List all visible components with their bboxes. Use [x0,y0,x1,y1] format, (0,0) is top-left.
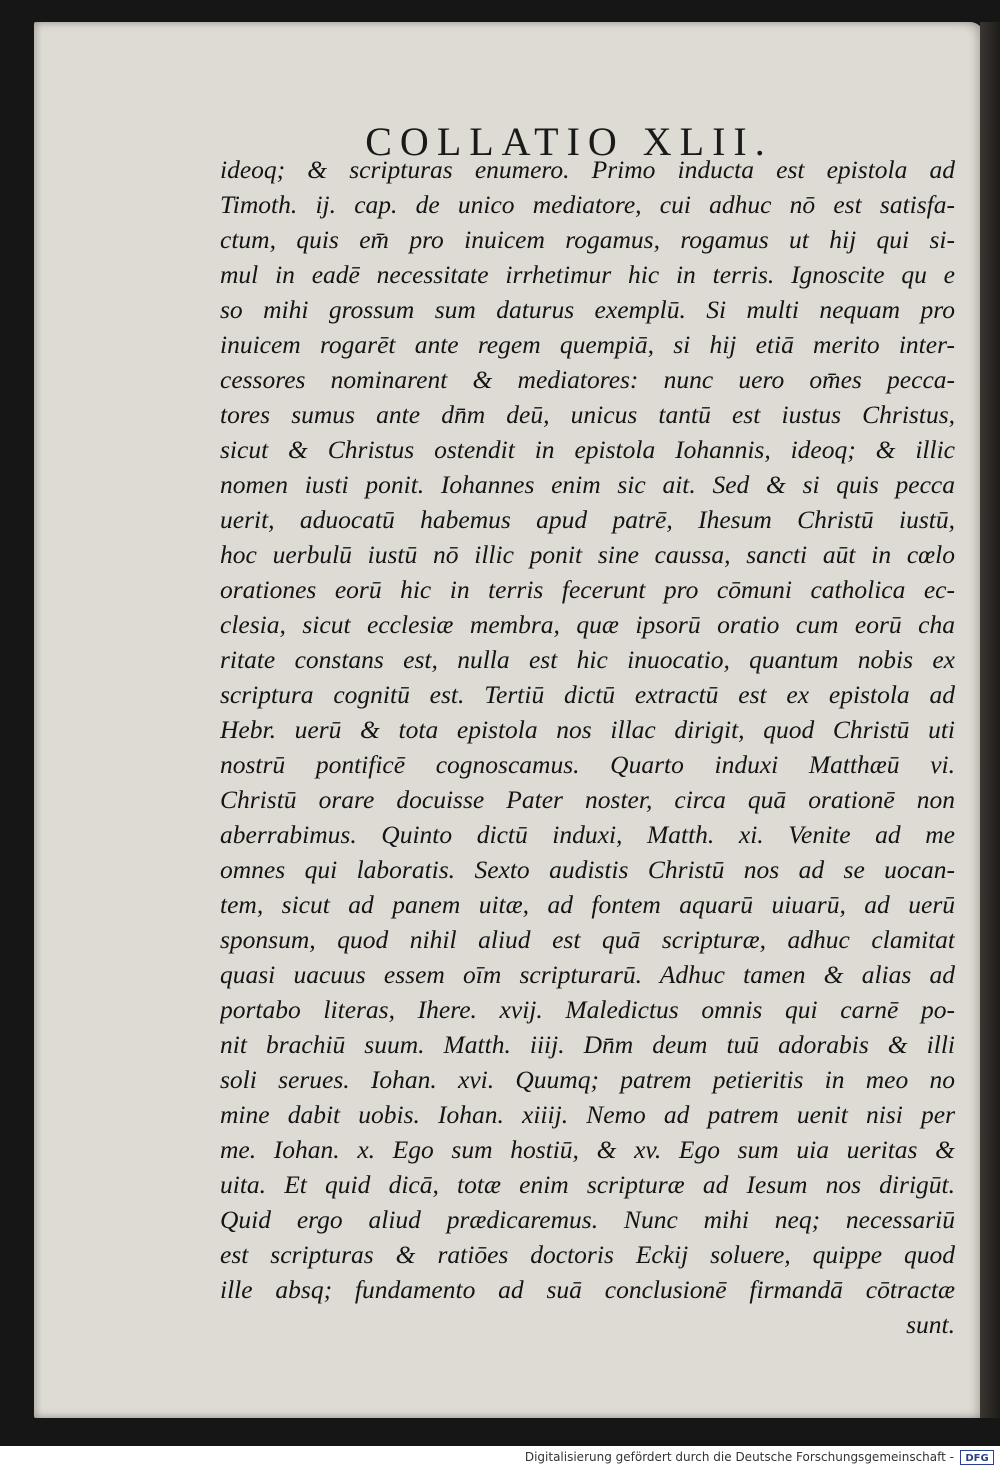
text-line: so mihi grossum sum daturus exemplū. Si multi nequam pro [220,295,955,324]
text-line: uita. Et quid dicā, totæ enim scripturæ ad Iesum nos dirigūt. [220,1170,955,1199]
digitization-credit: Digitalisierung gefördert durch die Deutsche Forschungsgemeinschaft - [0,1446,1000,1469]
text-line: soli serues. Iohan. xvi. Quumq; patrem petieritis in meo no [220,1065,955,1094]
text-line: ritate constans est, nulla est hic inuocatio, quantum nobis ex [220,645,955,674]
text-line: orationes eorū hic in terris fecerunt pro cōmuni catholica ec- [220,575,955,604]
text-line: ideoq; & scripturas enumero. Primo inducta est epistola ad [220,155,955,184]
text-line: hoc uerbulū iustū nō illic ponit sine caussa, sancti aūt in cœlo [220,540,955,569]
text-line: Hebr. uerū & tota epistola nos illac dirigit, quod Christū uti [220,715,955,744]
text-line: uerit, aduocatū habemus apud patrē, Ihesum Christū iustū, [220,505,955,534]
text-line: tem, sicut ad panem uitæ, ad fontem aquarū uiuarū, ad uerū [220,890,955,919]
text-line: Timoth. ij. cap. de unico mediatore, cui adhuc nō est satisfa- [220,190,955,219]
text-line: nit brachiū suum. Matth. iiij. Dn̄m deum tuū adorabis & illi [220,1030,955,1059]
text-line: tores sumus ante dn̄m deū, unicus tantū est iustus Christus, [220,400,955,429]
text-line: cessores nominarent & mediatores: nunc uero om̄es pecca- [220,365,955,394]
text-line: clesia, sicut ecclesiæ membra, quæ ipsorū oratio cum eorū cha [220,610,955,639]
text-line: Quid ergo aliud prædicaremus. Nunc mihi neq; necessariū [220,1205,955,1234]
running-head: COLLATIO XLII. [365,119,773,164]
text-line: inuicem rogarēt ante regem quempiā, si hij etiā merito inter- [220,330,955,359]
dfg-logo: DFG [960,1450,994,1465]
text-line: mul in eadē necessitate irrhetimur hic in terris. Ignoscite qu e [220,260,955,289]
text-line: aberrabimus. Quinto dictū induxi, Matth. xi. Venite ad me [220,820,955,849]
text-line: Christū orare docuisse Pater noster, circa quā orationē non [220,785,955,814]
text-line: sponsum, quod nihil aliud est quā scripturæ, adhuc clamitat [220,925,955,954]
text-line: ille absq; fundamento ad suā conclusionē firmandā cōtractæ [220,1275,955,1304]
text-line: quasi uacuus essem oīm scripturarū. Adhuc tamen & alias ad [220,960,955,989]
text-line: mine dabit uobis. Iohan. xiiij. Nemo ad patrem uenit nisi per [220,1100,955,1129]
body-text [220,152,955,1342]
page-edge-shadow [980,22,1000,1418]
text-line: sicut & Christus ostendit in epistola Iohannis, ideoq; & illic [220,435,955,464]
text-line: nomen iusti ponit. Iohannes enim sic ait. Sed & si quis pecca [220,470,955,499]
text-line: scriptura cognitū est. Tertiū dictū extractū est ex epistola ad [220,680,955,709]
text-line: portabo literas, Ihere. xvij. Maledictus omnis qui carnē po- [220,995,955,1024]
text-line: omnes qui laboratis. Sexto audistis Christū nos ad se uocan- [220,855,955,884]
text-line: sunt. [906,1310,955,1339]
text-line: est scripturas & ratiōes doctoris Eckij soluere, quippe quod [220,1240,955,1269]
text-line: ctum, quis em̄ pro inuicem rogamus, rogamus ut hij qui si- [220,225,955,254]
text-line: me. Iohan. x. Ego sum hostiū, & xv. Ego sum uia ueritas & [220,1135,955,1164]
text-line: nostrū pontificē cognoscamus. Quarto induxi Matthæū vi. [220,750,955,779]
